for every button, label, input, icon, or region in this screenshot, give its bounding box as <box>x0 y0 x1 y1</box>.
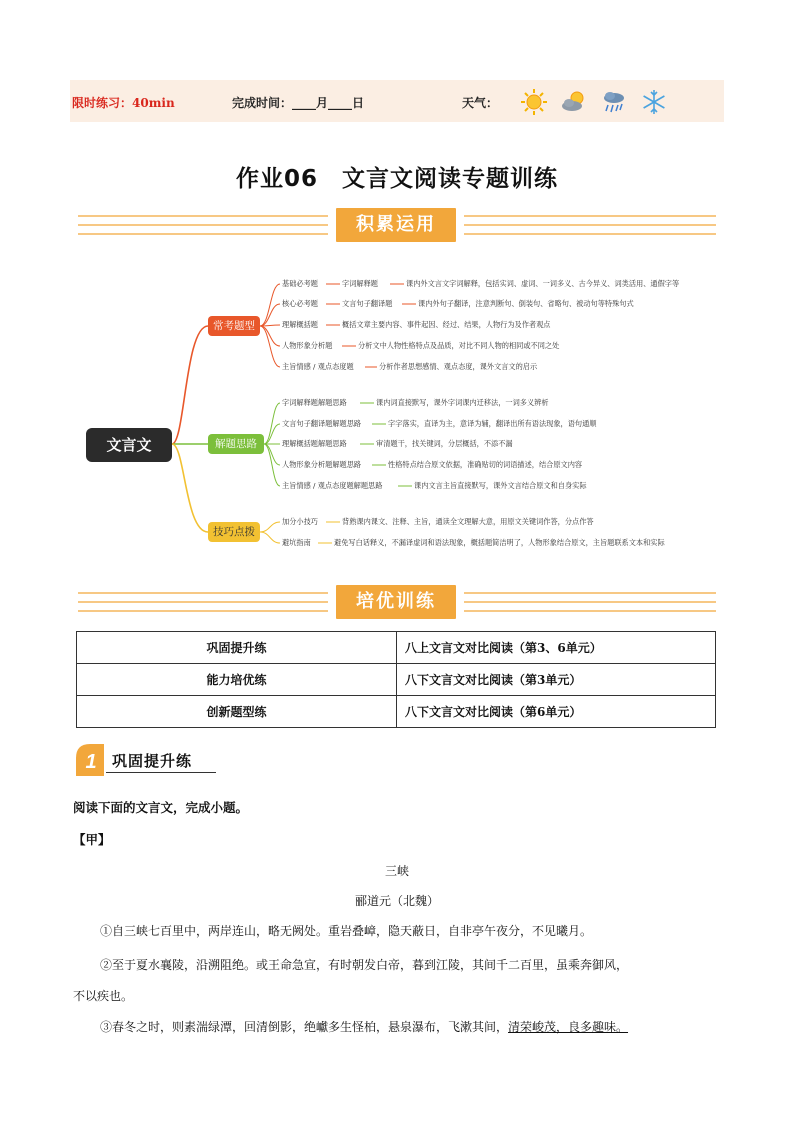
mm-item-label: 核心必考题 <box>282 299 318 308</box>
mm-item-desc: 课内文言主旨直接默写，课外文言结合原文和自身实际 <box>414 481 587 490</box>
time-limit: 限时练习：40min <box>72 96 175 110</box>
table-cell: 八下文言文对比阅读（第6单元） <box>397 696 716 728</box>
section-banner-training <box>78 585 716 621</box>
mm-item-desc: 课内外句子翻译，注意判断句、倒装句、省略句、被动句等特殊句式 <box>418 299 634 308</box>
banner-label: 培优训练 <box>336 585 456 619</box>
passage-label: 【甲】 <box>73 832 111 847</box>
table-row <box>77 664 716 696</box>
table-cell: 创新题型练 <box>77 696 397 728</box>
mm-item-label: 文言句子翻译题解题思路 <box>282 419 362 428</box>
table-cell: 能力培优练 <box>77 664 397 696</box>
mm-item-desc: 分析作者思想感情、观点态度，课外文言文的启示 <box>379 362 538 371</box>
snowflake-icon <box>640 88 668 116</box>
header-band <box>70 80 724 122</box>
page-title: 作业06 文言文阅读专题训练 <box>235 166 558 192</box>
section-number: 1 <box>85 751 97 773</box>
section-number-badge <box>76 744 104 776</box>
section-underline <box>106 772 216 773</box>
mm-item-desc: 背熟课内课文、注释、主旨，通读全文理解大意，用原文关键词作答，分点作答 <box>342 517 594 526</box>
sun-cloud-icon <box>560 88 588 116</box>
completion-date: 完成时间：____月____日 <box>232 96 365 110</box>
mm-item-desc: 分析文中人物性格特点及品质，对比不同人物的相同或不同之处 <box>358 341 560 350</box>
table-row <box>77 632 716 664</box>
branch-solving-ideas: 解题思路 <box>208 434 264 454</box>
mm-item-type: 文言句子翻译题 <box>342 299 393 308</box>
mm-item-desc: 字字落实，直译为主，意译为辅，翻译出所有语法现象，语句通顺 <box>388 419 597 428</box>
section-banner-accumulation <box>78 208 716 244</box>
table-cell: 八下文言文对比阅读（第3单元） <box>397 664 716 696</box>
passage-text: ③春冬之时，则素湍绿潭，回清倒影，绝巘多生怪柏，悬泉瀑布，飞漱其间， <box>100 1020 509 1034</box>
mm-item-desc: 性格特点结合原文依据，准确贴切的词语描述，结合原文内容 <box>388 460 583 469</box>
section-label: 巩固提升练 <box>112 752 193 770</box>
passage-paragraph: ①自三峡七百里中，两岸连山，略无阙处。重岩叠嶂，隐天蔽日，自非亭午夜分，不见曦月。 <box>100 924 593 938</box>
passage-paragraph: ②至于夏水襄陵，沿溯阻绝。或王命急宣，有时朝发白帝，暮到江陵，其间千二百里，虽乘奔御风， <box>100 958 629 972</box>
mind-map-root: 文言文 <box>86 428 172 462</box>
table-row <box>77 696 716 728</box>
mind-map <box>80 266 720 566</box>
mm-item-desc: 概括文章主要内容、事件起因、经过、结果，人物行为及作者观点 <box>342 320 551 329</box>
training-table <box>76 631 716 728</box>
table-cell: 八上文言文对比阅读（第3、6单元） <box>397 632 716 664</box>
passage-author: 郦道元（北魏） <box>354 894 439 908</box>
mm-item-label: 理解概括题解题思路 <box>282 439 347 448</box>
instruction: 阅读下面的文言文，完成小题。 <box>73 800 249 815</box>
section-header <box>76 744 216 778</box>
mm-item-label: 人物形象分析题解题思路 <box>282 460 362 469</box>
mm-item-label: 主旨情感 / 观点态度题 <box>282 362 354 371</box>
underlined-phrase: 清荣峻茂，良多趣味。 <box>508 1020 629 1034</box>
mm-item-desc: 避免写白话释义，不漏译虚词和语法现象，概括题简洁明了，人物形象结合原文，主旨题联系文本和实际 <box>334 538 665 547</box>
branch-common-question-types: 常考题型 <box>208 316 260 336</box>
mm-item-desc: 审清题干，找关键词，分层概括，不添不漏 <box>376 439 513 448</box>
mm-item-desc: 课内词直接默写，课外字词课内迁移法，一词多义辨析 <box>376 398 549 407</box>
mm-item-type: 字词解释题 <box>342 279 378 288</box>
mm-item-label: 字词解释题解题思路 <box>282 398 347 407</box>
mm-item-label: 避坑指南 <box>282 538 311 547</box>
passage-paragraph: 不以疾也。 <box>73 989 134 1003</box>
mm-item-label: 加分小技巧 <box>282 517 318 526</box>
table-cell: 巩固提升练 <box>77 632 397 664</box>
branch-tips: 技巧点拨 <box>208 522 260 542</box>
mm-item-desc: 课内外文言文字词解释，包括实词、虚词、一词多义、古今异义、词类活用、通假字等 <box>406 279 680 288</box>
passage-title: 三峡 <box>384 864 409 878</box>
sun-icon <box>520 88 548 116</box>
mm-item-label: 理解概括题 <box>282 320 318 329</box>
rain-icon <box>600 88 628 116</box>
mm-item-label: 人物形象分析题 <box>282 341 333 350</box>
mm-item-label: 基础必考题 <box>282 279 318 288</box>
weather-label: 天气： <box>462 96 499 110</box>
mm-item-label: 主旨情感 / 观点态度题解题思路 <box>282 481 383 490</box>
banner-label: 积累运用 <box>336 208 456 242</box>
passage-paragraph <box>100 1018 628 1035</box>
